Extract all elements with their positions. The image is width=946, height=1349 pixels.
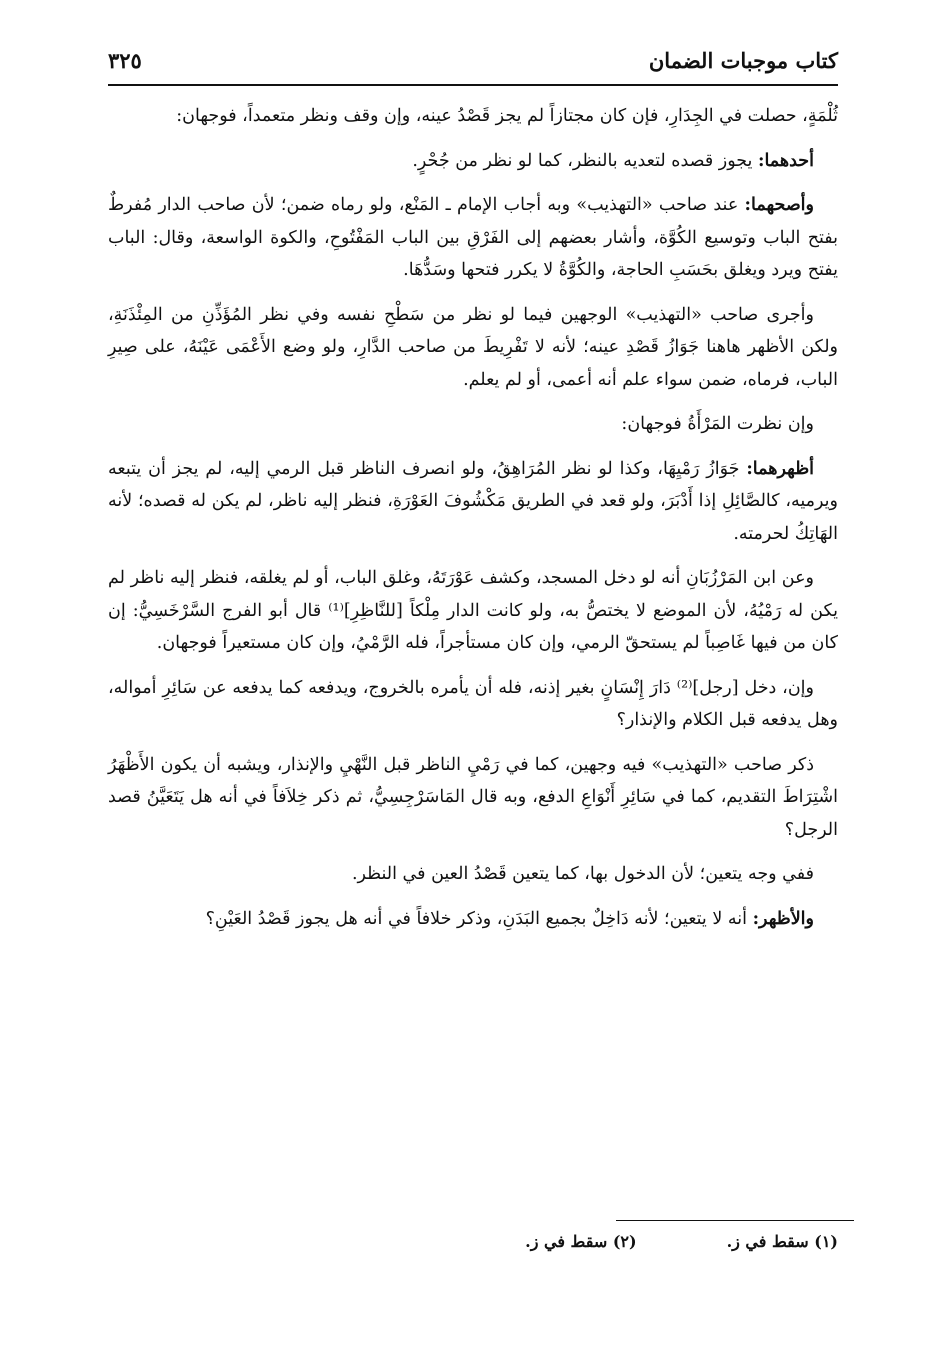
header-divider — [108, 84, 838, 86]
footnote-label: (١) — [814, 1232, 838, 1251]
footnote-text: سقط في ز. — [525, 1232, 608, 1251]
paragraph-text: أنه لا يتعين؛ لأنه دَاخِلٌ بجميع البَدَنِ، وذكر خلافاً في أنه هل يجوز قَصْدُ العَيْنِ؟ — [205, 908, 753, 929]
paragraph-lead: وأصحهما: — [744, 195, 814, 215]
paragraph-text: وإن نظرت المَرْأَةُ فوجهان: — [621, 414, 814, 434]
paragraph — [108, 749, 838, 847]
footnote-2 — [525, 1232, 636, 1251]
paragraph-text: عند صاحب «التهذيب» وبه أجاب الإمام ـ المَنْع، ولو رماه ضمن؛ لأن صاحب الدار مُفرطٌ بفتح الباب وتوسيع الكُوَّة، وأشار بعضهم إلى الفَرْقِ بين الباب المَفْتُوحِ، والكوة الواسعة، وقال: الباب يفتح ويرد ويغلق بحَسَبِ الحاجة، والكُوَّةُ لا يكرر فتحها وسَدُّهَا. — [108, 195, 838, 280]
paragraph-text: وعن ابن المَرْزُبَانِ أنه لو دخل المسجد، وكشف عَوْرَتَهُ، وغلق الباب، أو لم يغلقه، فنظر إليه ناظر لم يكن له رَمْيُهُ، لأن الموضع لا يختصُّ به، ولو كانت الدار مِلْكاً [للنَّاظِرِ]⁽¹⁾ قال أبو الفرج السَّرْخَسِيُّ: إن كان من فيها غَاصِباً لم يستحقّ الرمي، وإن كان مستأجراً، فله الرَّمْيُ، وإن كان مستعيراً فوجهان. — [108, 568, 838, 653]
paragraph — [108, 903, 838, 936]
paragraph — [108, 858, 838, 891]
paragraph — [108, 453, 838, 551]
page-number: ٣٢٥ — [108, 47, 142, 73]
paragraph — [108, 562, 838, 660]
paragraph-text: يجوز قصده لتعديه بالنظر، كما لو نظر من جُحْرٍ. — [412, 150, 758, 171]
paragraph-lead: والأظهر: — [752, 908, 814, 929]
paragraph-text: ففي وجه يتعين؛ لأن الدخول بها، كما يتعين قَصْدُ العين في النظر. — [351, 864, 814, 884]
footnote-label: (٢) — [612, 1232, 637, 1251]
paragraph — [108, 189, 838, 287]
paragraph — [108, 145, 838, 178]
paragraph — [108, 408, 838, 441]
paragraph — [108, 299, 838, 397]
book-title: كتاب موجبات الضمان — [648, 47, 838, 73]
footnotes — [338, 1232, 838, 1251]
paragraph-text: ثُلْمَةٍ، حصلت في الجِدَارِ، فإن كان مجتازاً لم يجز قَصْدُ عينه، وإن وقف ونظر متعمداً، فوجهان: — [176, 106, 838, 126]
paragraph — [108, 100, 838, 133]
paragraph — [108, 672, 838, 737]
footnote-text: سقط في ز. — [726, 1232, 809, 1251]
main-text — [108, 100, 838, 947]
paragraph-lead: أظهرهما: — [746, 458, 814, 479]
footnote-divider — [616, 1220, 854, 1221]
paragraph-text: وإن، دخل [رجل]⁽²⁾ دَارَ إِنْسَانٍ بغير إذنه، فله أن يأمره بالخروج، ويدفعه كما يدفعه عن سَائِرِ أمواله، وهل يدفعه قبل الكلام والإنذار؟ — [108, 677, 838, 730]
footnote-1 — [727, 1232, 838, 1251]
paragraph-lead: أحدهما: — [757, 150, 814, 171]
paragraph-text: جَوَازُ رَمْيِهَا، وكذا لو نظر المُرَاهِقُ، ولو انصرف الناظر قبل الرمي إليه، لم يجز أن يتبعه ويرميه، كالصَّائِلِ إذا أَدْبَرَ، ولو قعد في الطريق مَكْشُوفَ العَوْرَةِ، فنظر إليه ناظر، لم يكن له قصده؛ لأنه الهَاتِكُ لحرمته. — [108, 458, 838, 544]
paragraph-text: ذكر صاحب «التهذيب» فيه وجهين، كما في رَمْيِ الناظر قبل النَّهْيِ والإنذار، ويشبه أن يكون الأَظْهَرُ اشْتِرَاطَ التقديم، كما في سَائِرِ أَنْوَاعِ الدفع، وبه قال المَاسَرْجِسِيُّ، ثم ذكر خِلاَفاً في أنه هل يَتَعَيَّنُ قصد الرجل؟ — [108, 754, 838, 840]
page-header — [108, 40, 838, 80]
paragraph-text: وأجرى صاحب «التهذيب» الوجهين فيما لو نظر من سَطْحِ نفسه وفي نظر المُؤَذِّنِ من المِئْذَنَةِ، ولكن الأظهر هاهنا جَوَازُ قَصْدِ عينه؛ لأنه لا تَفْرِيطَ من صاحب الدَّارِ، ولو وضع الأَعْمَى عَيْنَهُ، على صِيرِ الباب، فرماه، ضمن سواء علم أنه أعمى، أو لم يعلم. — [108, 304, 838, 390]
